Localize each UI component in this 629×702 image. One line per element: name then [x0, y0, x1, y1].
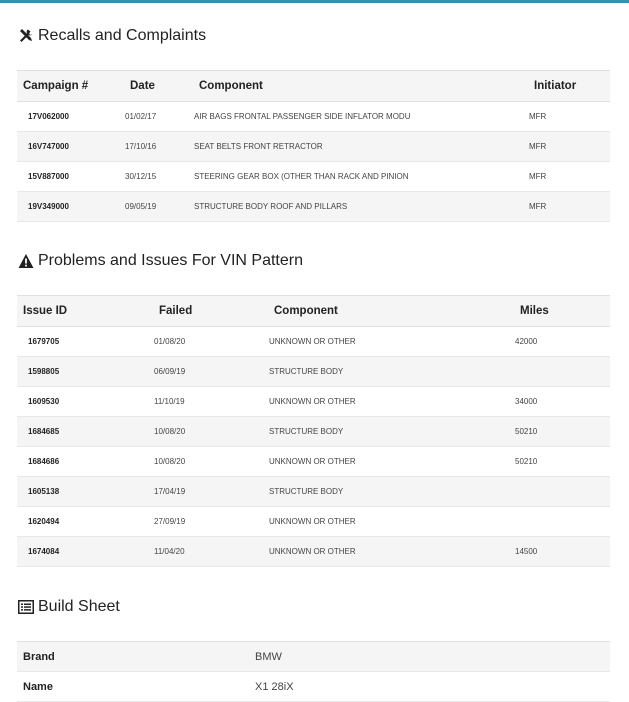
issue-id-cell: 1605138 [17, 477, 153, 507]
col-issue-id: Issue ID [17, 296, 153, 327]
name-value: X1 28iX [255, 672, 610, 702]
issue-id-cell: 1684685 [17, 417, 153, 447]
miles-cell [514, 477, 610, 507]
table-row [17, 507, 610, 537]
miles-cell: 34000 [514, 387, 610, 417]
component-cell: STRUCTURE BODY [268, 357, 514, 387]
issue-id-cell: 1620494 [17, 507, 153, 537]
failed-cell: 11/10/19 [153, 387, 268, 417]
initiator-cell: MFR [528, 132, 610, 162]
name-label: Name [17, 672, 255, 702]
initiator-cell: MFR [528, 102, 610, 132]
date-cell: 09/05/19 [124, 192, 193, 222]
miles-cell: 50210 [514, 417, 610, 447]
component-cell: UNKNOWN OR OTHER [268, 537, 514, 567]
brand-label: Brand [17, 642, 255, 672]
issue-id-cell: 1684686 [17, 447, 153, 477]
component-cell: STRUCTURE BODY [268, 477, 514, 507]
build-sheet-table [17, 641, 610, 702]
component-cell: STRUCTURE BODY ROOF AND PILLARS [193, 192, 528, 222]
issue-id-cell: 1679705 [17, 327, 153, 357]
table-row [17, 477, 610, 507]
component-cell: UNKNOWN OR OTHER [268, 387, 514, 417]
issue-id-cell: 1609530 [17, 387, 153, 417]
problems-section-title [18, 252, 303, 270]
failed-cell: 10/08/20 [153, 447, 268, 477]
build-sheet-section-title [18, 598, 120, 616]
component-cell: SEAT BELTS FRONT RETRACTOR [193, 132, 528, 162]
campaign-cell: 16V747000 [17, 132, 124, 162]
col-date: Date [124, 71, 193, 102]
problems-header-row [17, 296, 610, 327]
miles-cell: 14500 [514, 537, 610, 567]
recalls-header-row [17, 71, 610, 102]
problems-table [17, 295, 610, 567]
col-component: Component [268, 296, 514, 327]
list-icon [18, 599, 34, 615]
col-campaign: Campaign # [17, 71, 124, 102]
miles-cell: 42000 [514, 327, 610, 357]
date-cell: 17/10/16 [124, 132, 193, 162]
initiator-cell: MFR [528, 192, 610, 222]
failed-cell: 10/08/20 [153, 417, 268, 447]
table-row [17, 447, 610, 477]
campaign-cell: 15V887000 [17, 162, 124, 192]
component-cell: AIR BAGS FRONTAL PASSENGER SIDE INFLATOR MODU [193, 102, 528, 132]
table-row [17, 192, 610, 222]
table-row [17, 672, 610, 702]
date-cell: 01/02/17 [124, 102, 193, 132]
warning-icon [18, 253, 34, 269]
failed-cell: 01/08/20 [153, 327, 268, 357]
failed-cell: 17/04/19 [153, 477, 268, 507]
table-row [17, 162, 610, 192]
recalls-table [17, 70, 610, 222]
problems-title-text: Problems and Issues For VIN Pattern [38, 252, 303, 269]
failed-cell: 06/09/19 [153, 357, 268, 387]
recalls-section-title [18, 27, 206, 45]
table-row [17, 327, 610, 357]
component-cell: STEERING GEAR BOX (OTHER THAN RACK AND PINION [193, 162, 528, 192]
miles-cell: 50210 [514, 447, 610, 477]
col-miles: Miles [514, 296, 610, 327]
component-cell: UNKNOWN OR OTHER [268, 327, 514, 357]
table-row [17, 132, 610, 162]
component-cell: UNKNOWN OR OTHER [268, 447, 514, 477]
col-component: Component [193, 71, 528, 102]
col-failed: Failed [153, 296, 268, 327]
table-row [17, 387, 610, 417]
issue-id-cell: 1674084 [17, 537, 153, 567]
miles-cell [514, 357, 610, 387]
failed-cell: 11/04/20 [153, 537, 268, 567]
component-cell: STRUCTURE BODY [268, 417, 514, 447]
campaign-cell: 17V062000 [17, 102, 124, 132]
component-cell: UNKNOWN OR OTHER [268, 507, 514, 537]
initiator-cell: MFR [528, 162, 610, 192]
table-row [17, 357, 610, 387]
table-row [17, 102, 610, 132]
table-row [17, 417, 610, 447]
date-cell: 30/12/15 [124, 162, 193, 192]
issue-id-cell: 1598805 [17, 357, 153, 387]
failed-cell: 27/09/19 [153, 507, 268, 537]
brand-value: BMW [255, 642, 610, 672]
table-row [17, 642, 610, 672]
miles-cell [514, 507, 610, 537]
top-accent-bar [0, 0, 629, 3]
campaign-cell: 19V349000 [17, 192, 124, 222]
build-sheet-title-text: Build Sheet [38, 598, 120, 615]
col-initiator: Initiator [528, 71, 610, 102]
table-row [17, 537, 610, 567]
tools-icon [18, 28, 34, 44]
recalls-title-text: Recalls and Complaints [38, 27, 207, 44]
